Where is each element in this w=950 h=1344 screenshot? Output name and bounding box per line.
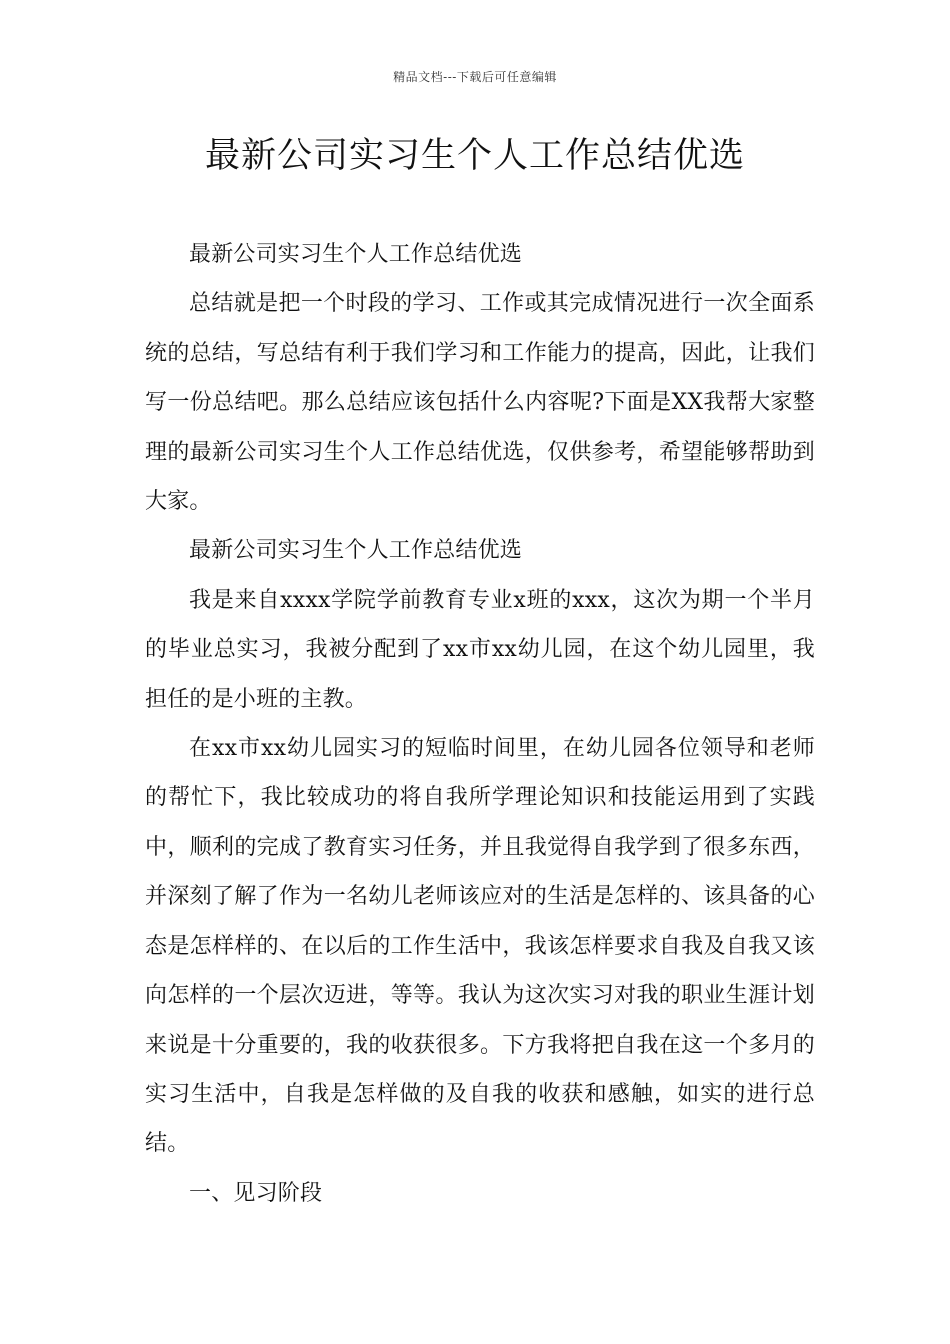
paragraph-internship-summary: 在xx市xx幼儿园实习的短临时间里，在幼儿园各位领导和老师的帮忙下，我比较成功的将自我所学理论知识和技能运用到了实践中，顺利的完成了教育实习任务，并且我觉得自我学到了很多东西，并深刻了解了作为一名幼儿老师该应对的生活是怎样的、该具备的心态是怎样样的、在以后的工作生活中，我该怎样要求自我及自我又该向怎样的一个层次迈进，等等。我认为这次实习对我的职业生涯计划来说是十分重要的，我的收获很多。下方我将把自我在这一个多月的实习生活中，自我是怎样做的及自我的收获和感触，如实的进行总结。	[145, 736, 815, 1157]
section-heading-observation: 一、见习阶段	[189, 1180, 323, 1206]
page-header-note: 精品文档---下载后可任意编辑	[393, 70, 557, 84]
paragraph-self-introduction: 我是来自xxxx学院学前教育专业x班的xxx，这次为期一个半月的毕业总实习，我被分配到了xx市xx幼儿园，在这个幼儿园里，我担任的是小班的主教。	[145, 587, 815, 712]
document-body	[145, 230, 815, 1218]
document-title: 最新公司实习生个人工作总结优选	[204, 136, 745, 176]
paragraph-subtitle-repeat: 最新公司实习生个人工作总结优选	[189, 538, 523, 564]
paragraph-subtitle: 最新公司实习生个人工作总结优选	[189, 242, 523, 267]
paragraph-intro: 总结就是把一个时段的学习、工作或其完成情况进行一次全面系统的总结，写总结有利于我们学习和工作能力的提高，因此，让我们写一份总结吧。那么总结应该包括什么内容呢?下面是XX我帮大家整理的最新公司实习生个人工作总结优选，仅供参考，希望能够帮助到大家。	[145, 291, 815, 515]
